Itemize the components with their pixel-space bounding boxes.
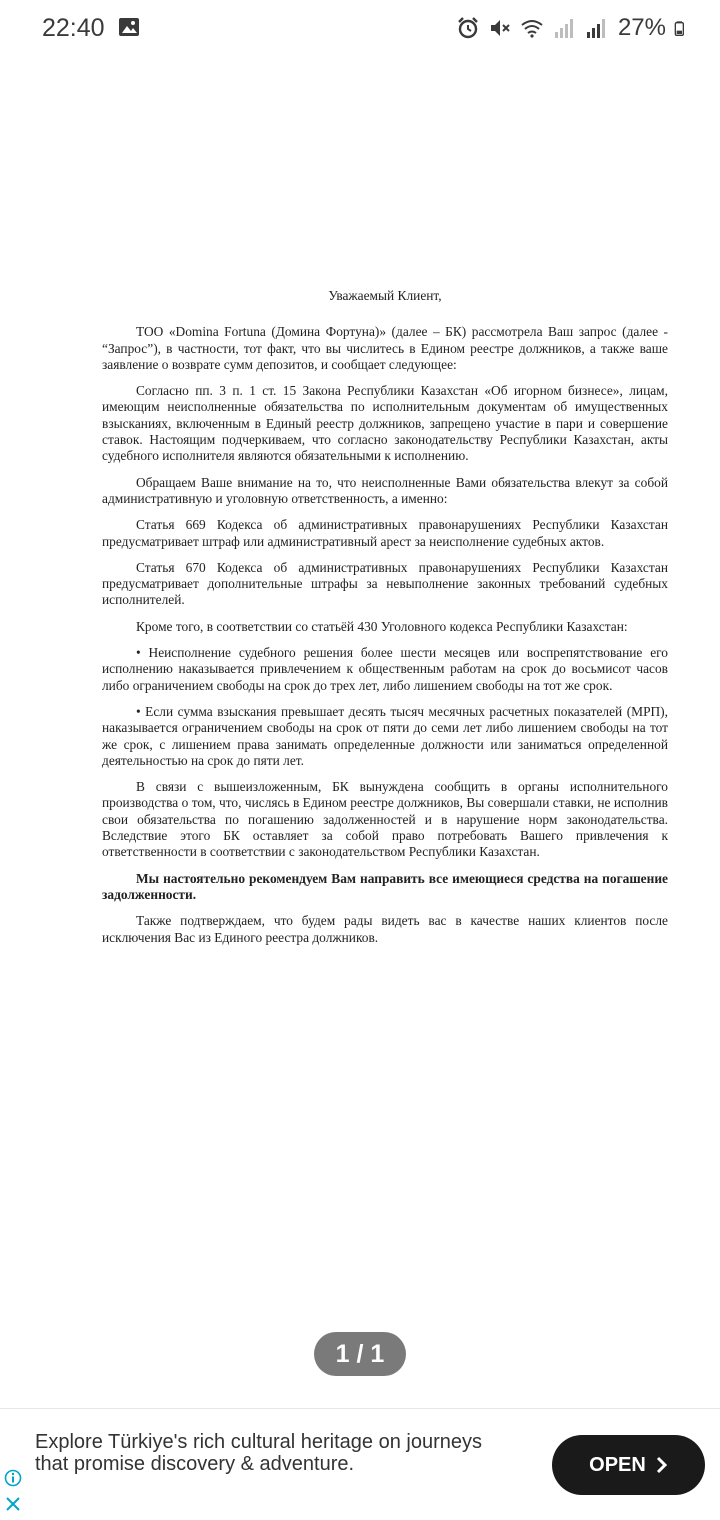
battery-percent: 27% — [617, 14, 666, 41]
wifi-icon — [520, 16, 544, 40]
status-icons — [456, 12, 690, 44]
ad-open-button[interactable] — [552, 1435, 705, 1495]
status-time: 22:40 — [42, 14, 105, 42]
paragraph: ТОО «Domina Fortuna (Домина Фортуна)» (далее – БК) рассмотрела Ваш запрос (далее - “Запрос”), в частности, тот факт, что вы числитесь в Едином реестре должников, а также ваше заявление о возврате сумм депозитов, и сообщает следующее: — [102, 324, 668, 372]
ad-open-label: OPEN — [589, 1453, 646, 1476]
page-indicator: 1 / 1 — [314, 1332, 406, 1376]
salutation: Уважаемый Клиент, — [328, 288, 442, 303]
paragraph: Согласно пп. 3 п. 1 ст. 15 Закона Республики Казахстан «Об игорном бизнесе», лицам, имеющим неисполненные обязательства по исполнительным документам об имущественных взысканиях, включенным в Единый реестр должников, запрещено участие в пари и совершение ставок. Настоящим подчеркиваем, что согласно законодательству Республики Казахстан, акты судебного исполнителя являются обязательными к исполнению. — [102, 383, 668, 464]
chevron-right-icon — [656, 1456, 668, 1474]
paragraph: В связи с вышеизложенным, БК вынуждена сообщить в органы исполнительного производства о том, что, числясь в Едином реестре должников, Вы совершали ставки, не исполнив свои обязательства по погашению задолженностей и в нарушение норм законодательства. Вследствие этого БК оставляет за собой право потребовать Вашего привлечения к ответственности в соответствии с законодательством Республики Казахстан. — [102, 779, 668, 860]
document-page — [102, 280, 668, 956]
status-bar — [0, 0, 720, 56]
paragraph: Также подтверждаем, что будем рады видеть вас в качестве наших клиентов после исключения Вас из Единого реестра должников. — [102, 913, 668, 945]
bold-recommendation: Мы настоятельно рекомендуем Вам направить все имеющиеся средства на погашение задолженности. — [102, 870, 668, 902]
mute-icon — [488, 16, 512, 40]
gallery-icon — [118, 16, 140, 38]
paragraph: Статья 670 Кодекса об административных правонарушениях Республики Казахстан предусматривает дополнительные штрафы за невыполнение законных требований судебных исполнителей. — [102, 559, 668, 608]
paragraph: Статья 669 Кодекса об административных правонарушениях Республики Казахстан предусматривает штраф или административный арест за неисполнение судебных актов. — [102, 517, 668, 549]
bullet-item: • Неисполнение судебного решения более шести месяцев или воспрепятствование его исполнению наказывается привлечением к общественным работам на срок до восьмисот часов либо ограничением свободы на срок до трех лет, либо лишением свободы на тот же срок. — [102, 645, 668, 693]
ad-info-icon[interactable] — [4, 1469, 22, 1487]
ad-text[interactable]: Explore Türkiye's rich cultural heritage on journeys that promise discovery & adventure. — [35, 1431, 482, 1475]
signal-icon-2 — [584, 16, 608, 40]
bullet-item: • Если сумма взыскания превышает десять тысяч месячных расчетных показателей (МРП), наказывается ограничением свободы на срок от пяти до семи лет либо лишением свободы на тот же срок, с лишением права занимать определенные должности или заниматься определенной деятельностью на срок до пяти лет. — [102, 703, 668, 768]
ad-close-icon[interactable] — [4, 1495, 22, 1513]
alarm-icon — [456, 16, 480, 40]
ad-banner[interactable] — [0, 1408, 720, 1520]
paragraph: Обращаем Ваше внимание на то, что неисполненные Вами обязательства влекут за собой административную и уголовную ответственность, а именно: — [102, 474, 668, 506]
signal-icon — [552, 16, 576, 40]
paragraph: Кроме того, в соответствии со статьёй 430 Уголовного кодекса Республики Казахстан: — [136, 618, 628, 634]
battery-icon — [674, 16, 690, 40]
